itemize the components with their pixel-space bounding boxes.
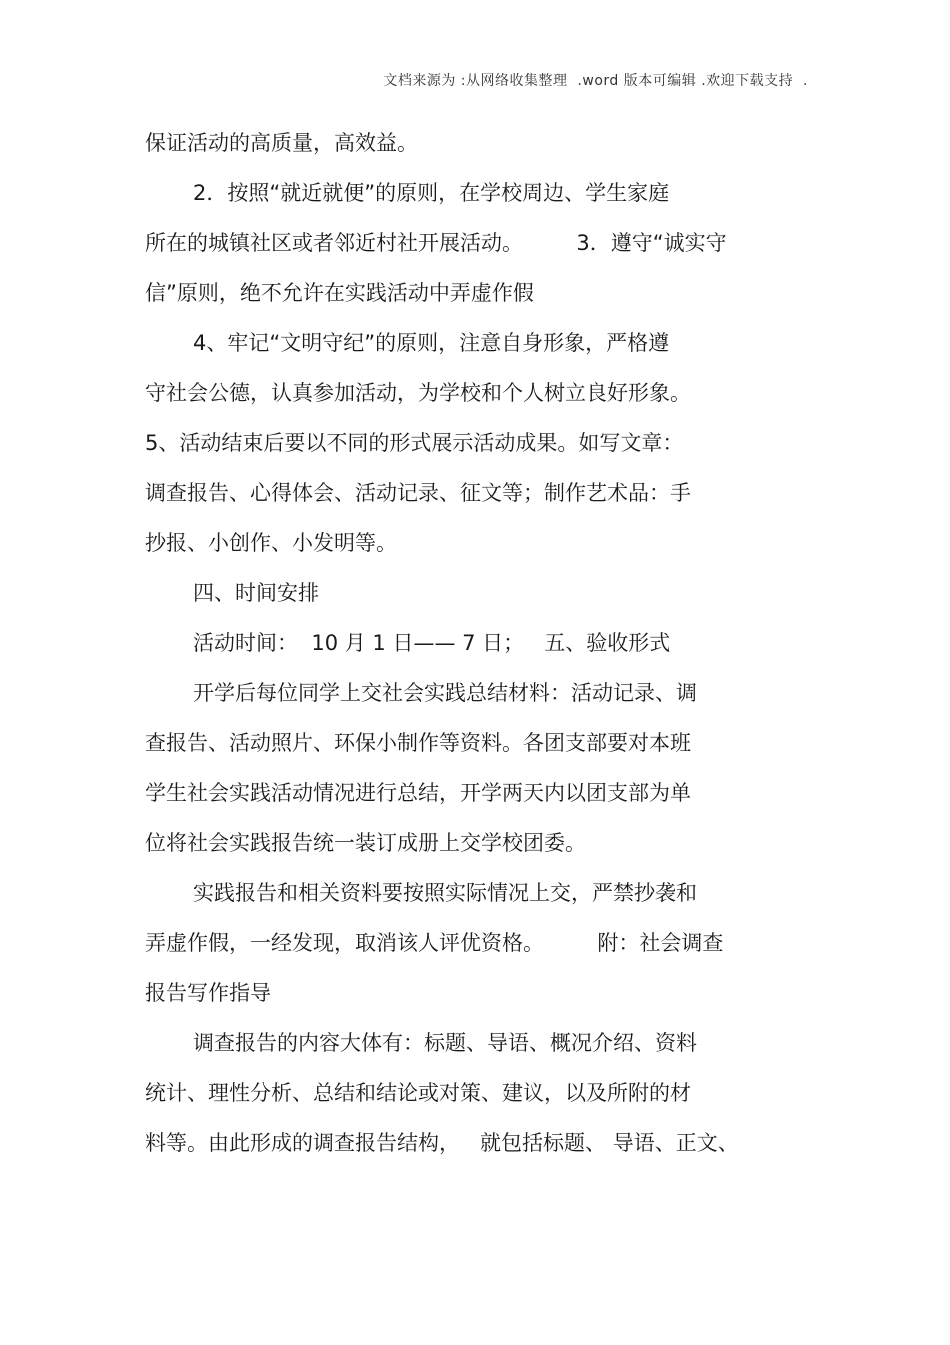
paragraph-line: 调查报告的内容大体有：标题、导语、概况介绍、资料 — [193, 1031, 697, 1055]
paragraph-line: 信”原则，绝不允许在实践活动中弄虚作假 — [145, 281, 534, 305]
paragraph-line: 弄虚作假，一经发现，取消该人评优资格。 附：社会调查 — [145, 931, 724, 955]
paragraph-line: 守社会公德，认真参加活动，为学校和个人树立良好形象。 — [145, 381, 691, 405]
paragraph-line: 查报告、活动照片、环保小制作等资料。各团支部要对本班 — [145, 731, 691, 755]
paragraph-line: 学生社会实践活动情况进行总结，开学两天内以团支部为单 — [145, 781, 691, 805]
paragraph-line: 4、牢记“文明守纪”的原则，注意自身形象，严格遵 — [193, 331, 670, 355]
paragraph-line: 2．按照“就近就便”的原则，在学校周边、学生家庭 — [193, 181, 670, 205]
page-header: 文档来源为 :从网络收集整理 .word 版本可编辑 .欢迎下载支持 . — [383, 73, 808, 89]
paragraph-line: 抄报、小创作、小发明等。 — [145, 531, 397, 555]
paragraph-line: 实践报告和相关资料要按照实际情况上交，严禁抄袭和 — [193, 881, 697, 905]
paragraph-line: 所在的城镇社区或者邻近村社开展活动。 3．遵守“诚实守 — [145, 231, 727, 255]
paragraph-line: 开学后每位同学上交社会实践总结材料：活动记录、调 — [193, 681, 697, 705]
paragraph-line: 保证活动的高质量，高效益。 — [145, 131, 418, 155]
paragraph-line: 报告写作指导 — [145, 981, 271, 1005]
section-heading: 四、时间安排 — [193, 581, 319, 605]
paragraph-line: 统计、理性分析、总结和结论或对策、建议，以及所附的材 — [145, 1081, 691, 1105]
paragraph-line: 调查报告、心得体会、活动记录、征文等；制作艺术品：手 — [145, 481, 691, 505]
paragraph-line: 活动时间： 10 月 1 日—— 7 日； 五、验收形式 — [193, 631, 671, 655]
paragraph-line: 料等。由此形成的调查报告结构， 就包括标题、 导语、正文、 — [145, 1131, 739, 1155]
paragraph-line: 5、活动结束后要以不同的形式展示活动成果。如写文章： — [145, 431, 684, 455]
paragraph-line: 位将社会实践报告统一装订成册上交学校团委。 — [145, 831, 586, 855]
